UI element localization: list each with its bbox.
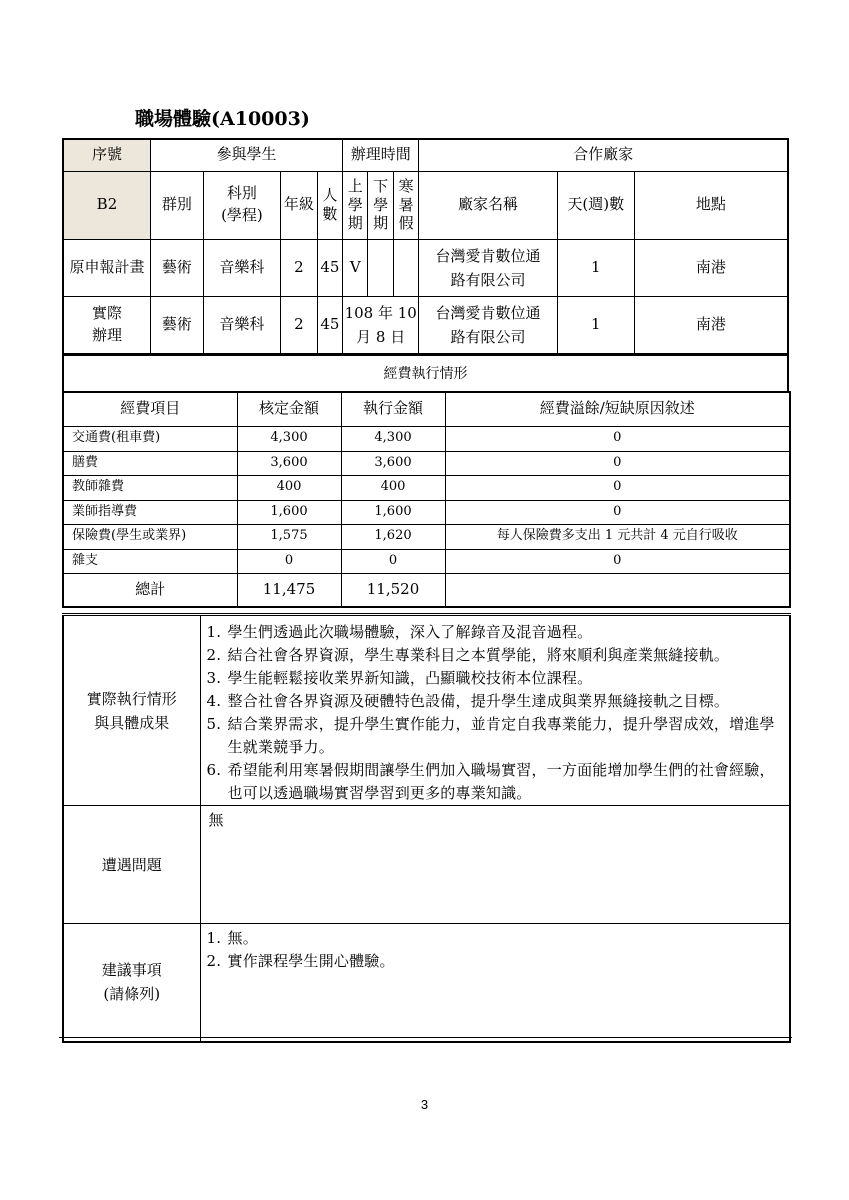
group-cell: 藝術 <box>150 239 203 296</box>
funding-section-title: 經費執行情形 <box>63 356 788 393</box>
item-approved: 1,600 <box>237 500 341 525</box>
grade-cell: 2 <box>281 296 318 354</box>
dept-header: 科別 (學程) <box>203 171 280 239</box>
item-name: 膳費 <box>63 451 237 476</box>
row-label: 實際 辦理 <box>63 296 150 354</box>
item-executed: 1,620 <box>341 525 445 550</box>
results-label: 實際執行情形 與具體成果 <box>63 615 200 806</box>
item-name: 雜支 <box>63 549 237 574</box>
semester2-cell <box>368 239 393 296</box>
table-row <box>63 451 790 476</box>
days-header: 天(週)數 <box>557 171 634 239</box>
page-number: 3 <box>420 1097 429 1112</box>
funding-title-table <box>62 355 789 393</box>
total-approved: 11,475 <box>237 574 341 608</box>
col-approved-header: 核定金額 <box>237 392 341 427</box>
participants-header: 參與學生 <box>150 139 342 171</box>
item-executed: 400 <box>341 476 445 501</box>
results-list <box>207 621 790 805</box>
item-reason: 0 <box>445 500 790 525</box>
suggestions-label: 建議事項 (請條列) <box>63 924 200 1042</box>
table-row <box>63 427 790 452</box>
company-cell: 台灣愛肯數位通 路有限公司 <box>419 239 557 296</box>
group-header: 群別 <box>150 171 203 239</box>
semester1-header: 上 學 期 <box>343 171 368 239</box>
col-reason-header: 經費溢餘/短缺原因敘述 <box>445 392 790 427</box>
item-reason: 0 <box>445 549 790 574</box>
total-executed: 11,520 <box>341 574 445 608</box>
problems-content: 無 <box>200 806 790 924</box>
location-cell: 南港 <box>634 239 788 296</box>
col-item-header: 經費項目 <box>63 392 237 427</box>
period-header: 辦理時間 <box>343 139 419 171</box>
item-name: 教師雜費 <box>63 476 237 501</box>
list-item: 5. 結合業界需求，提升學生實作能力，並肯定自我專業能力，提升學習成效，增進學生就業競爭力。 <box>206 715 775 756</box>
item-executed: 1,600 <box>341 500 445 525</box>
funding-table <box>62 391 791 608</box>
list-item: 2. 實作課程學生開心體驗。 <box>206 952 395 970</box>
item-name: 交通費(租車費) <box>63 427 237 452</box>
list-item: 1. 無。 <box>206 929 258 947</box>
days-cell: 1 <box>557 296 634 354</box>
semester1-cell: V <box>343 239 368 296</box>
item-executed: 3,600 <box>341 451 445 476</box>
results-table <box>62 613 791 1043</box>
item-name: 保險費(學生或業界) <box>63 525 237 550</box>
days-cell: 1 <box>557 239 634 296</box>
grade-cell: 2 <box>281 239 318 296</box>
table-row <box>63 549 790 574</box>
serial-header: 序號 <box>63 139 150 171</box>
company-cell: 台灣愛肯數位通 路有限公司 <box>419 296 557 354</box>
activity-table <box>62 138 789 355</box>
count-cell: 45 <box>317 239 342 296</box>
item-approved: 4,300 <box>237 427 341 452</box>
item-approved: 0 <box>237 549 341 574</box>
semester2-header: 下 學 期 <box>368 171 393 239</box>
date-cell: 108 年 10 月 8 日 <box>343 296 419 354</box>
bottom-rule <box>59 1037 792 1038</box>
list-item: 2. 結合社會各界資源，學生專業科目之本質學能，將來順利與產業無縫接軌。 <box>206 646 730 664</box>
list-item: 3. 學生能輕鬆接收業界新知識，凸顯職校技術本位課程。 <box>206 669 593 687</box>
col-executed-header: 執行金額 <box>341 392 445 427</box>
suggestions-list <box>207 927 790 973</box>
dept-cell: 音樂科 <box>203 296 280 354</box>
location-cell: 南港 <box>634 296 788 354</box>
table-row <box>63 525 790 550</box>
grade-header: 年級 <box>281 171 318 239</box>
list-item: 4. 整合社會各界資源及硬體特色設備，提升學生達成與業界無縫接軌之目標。 <box>206 692 730 710</box>
item-reason: 每人保險費多支出 1 元共計 4 元自行吸收 <box>445 525 790 550</box>
total-row <box>63 574 790 608</box>
total-label: 總計 <box>63 574 237 608</box>
item-reason: 0 <box>445 451 790 476</box>
table-row <box>63 296 788 354</box>
item-approved: 400 <box>237 476 341 501</box>
item-reason: 0 <box>445 476 790 501</box>
count-cell: 45 <box>317 296 342 354</box>
item-name: 業師指導費 <box>63 500 237 525</box>
list-item: 6. 希望能利用寒暑假期間讓學生們加入職場實習，一方面能增加學生們的社會經驗，也可以透過職場實習學習到更多的專業知識。 <box>206 761 775 802</box>
serial-value: B2 <box>63 171 150 239</box>
vacation-cell <box>393 239 418 296</box>
location-header: 地點 <box>634 171 788 239</box>
item-executed: 0 <box>341 549 445 574</box>
item-reason: 0 <box>445 427 790 452</box>
total-reason <box>445 574 790 608</box>
table-row <box>63 239 788 296</box>
partner-header: 合作廠家 <box>419 139 788 171</box>
table-row <box>63 500 790 525</box>
list-item: 1. 學生們透過此次職場體驗，深入了解錄音及混音過程。 <box>206 623 593 641</box>
table-row <box>63 476 790 501</box>
suggestions-content <box>200 924 790 1042</box>
dept-cell: 音樂科 <box>203 239 280 296</box>
problems-label: 遭遇問題 <box>63 806 200 924</box>
company-name-header: 廠家名稱 <box>419 171 557 239</box>
count-header: 人 數 <box>317 171 342 239</box>
item-approved: 3,600 <box>237 451 341 476</box>
row-label: 原申報計畫 <box>63 239 150 296</box>
results-content <box>200 615 790 806</box>
vacation-header: 寒 暑 假 <box>393 171 418 239</box>
group-cell: 藝術 <box>150 296 203 354</box>
item-approved: 1,575 <box>237 525 341 550</box>
item-executed: 4,300 <box>341 427 445 452</box>
page-title: 職場體驗(A10003) <box>135 108 310 130</box>
